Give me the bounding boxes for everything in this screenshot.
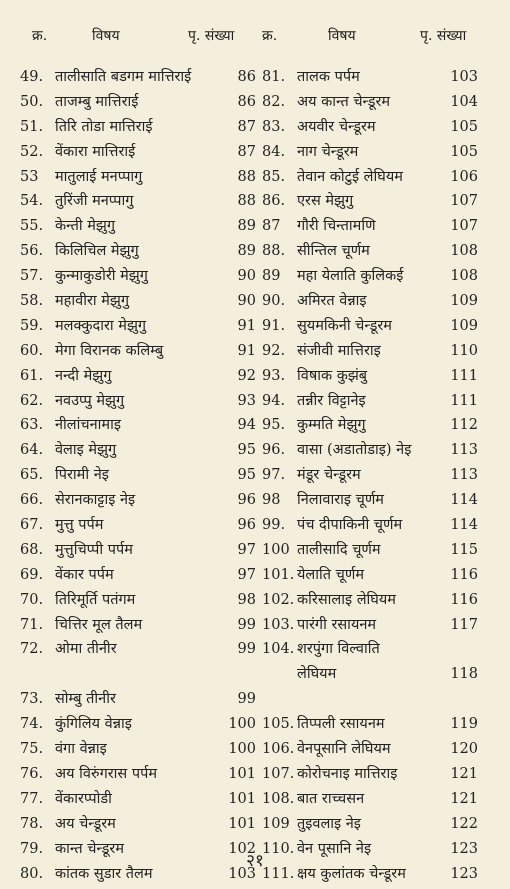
entry-number-right: 90.: [262, 293, 286, 310]
entry-title-right: करिसालाइ लेघियम: [297, 591, 396, 608]
entry-number: 58.: [20, 293, 44, 310]
entry-page: 96: [237, 492, 256, 509]
entry-title: ताजम्बु मात्तिराई: [55, 93, 139, 110]
entry-title-right: अय कान्त चेन्डूरम: [297, 93, 391, 110]
entry-number-right: 100: [262, 541, 290, 558]
table-row: [0, 365, 510, 390]
table-row: [0, 240, 510, 265]
table-row: [0, 564, 510, 589]
column-page-header-right: पृ. संख्या: [420, 28, 467, 44]
entry-number: 59.: [20, 317, 44, 334]
entry-number-right: 98: [262, 492, 281, 509]
entry-title: वेलाइ मेझुगु: [55, 442, 117, 459]
table-row: [0, 614, 510, 639]
entry-number: 77.: [20, 790, 44, 807]
entry-title-right: सुयमकिनी चेन्डूरम: [297, 317, 392, 334]
entry-title-right: पंच दीपाकिनी चूर्णम: [297, 517, 403, 534]
entry-title-right: पारंगी रसायनम: [297, 616, 377, 633]
entry-number: 62.: [20, 392, 44, 409]
column-subject-header: विषय: [92, 28, 120, 44]
entry-number-right: 107.: [262, 765, 295, 782]
entry-page-right: 117: [450, 616, 478, 633]
entry-page: 99: [237, 641, 256, 658]
entry-title: तुरिंजी मनप्पागु: [55, 193, 134, 210]
entry-page: 97: [237, 566, 256, 583]
entry-number-right: 85.: [262, 168, 286, 185]
entry-title: नन्दी मेझुगु: [55, 367, 112, 384]
entry-page: 88: [237, 168, 256, 185]
table-row: [0, 390, 510, 415]
entry-number-right: 109: [262, 815, 290, 832]
entry-title: अय चेन्डूरम: [55, 815, 116, 832]
entry-number-right: 86.: [262, 193, 286, 210]
entry-page-right: 110: [450, 342, 478, 359]
entry-page-right: 116: [450, 566, 478, 583]
entry-number: 52.: [20, 143, 44, 160]
entry-title: मुत्तुचिप्पी पर्पम: [55, 541, 133, 558]
table-row: [0, 290, 510, 315]
entry-page-right: 108: [450, 268, 478, 285]
entry-page: 96: [237, 517, 256, 534]
entry-page: 90: [237, 293, 256, 310]
entry-number: 54.: [20, 193, 44, 210]
entry-number-right: 95.: [262, 417, 286, 434]
entry-page: 87: [237, 118, 256, 135]
table-row: [0, 414, 510, 439]
entry-page: 92: [237, 367, 256, 384]
entry-page: 90: [237, 268, 256, 285]
entry-page: 88: [237, 193, 256, 210]
entry-page: 101: [228, 790, 256, 807]
entry-page: 95: [237, 467, 256, 484]
entry-number-right: 103.: [262, 616, 295, 633]
entry-title: मातुलाई मनप्पागु: [55, 168, 143, 185]
entry-page-right: 106: [450, 168, 478, 185]
entry-number: 69.: [20, 566, 44, 583]
entry-page: 100: [228, 741, 256, 758]
entry-title: तालीसाति बडगम मात्तिराई: [55, 69, 192, 85]
entry-title: नवउप्पु मेझुगु: [55, 392, 125, 409]
entry-title-right: शरपुंगा विल्वाति: [297, 641, 380, 658]
entry-number: 80.: [20, 865, 44, 882]
table-row: [0, 340, 510, 365]
table-row: [0, 788, 510, 813]
entry-number: 75.: [20, 741, 44, 758]
entry-number-right: 83.: [262, 118, 286, 135]
entry-title-right: वासा (अडातोडाइ) नेइ: [297, 442, 412, 459]
entry-page: 91: [237, 317, 256, 334]
entry-number: 64.: [20, 442, 44, 459]
entry-title-right: तन्नीर विट्टानेइ: [297, 392, 366, 409]
entry-page: 98: [237, 591, 256, 608]
entry-number-right: 97.: [262, 467, 286, 484]
entry-title: तिरिमूर्ति पतंगम: [55, 591, 136, 608]
entry-title: सेरानकाट्टाइ नेइ: [55, 492, 136, 509]
entry-number: 57.: [20, 268, 44, 285]
entry-title: ओमा तीनीर: [55, 641, 117, 658]
entry-page-right: 105: [450, 143, 478, 160]
entry-number-right: 84.: [262, 143, 286, 160]
entry-title: मलक्कुदारा मेझुगु: [55, 317, 147, 334]
entry-page-right: 123: [450, 840, 478, 857]
table-row: [0, 439, 510, 464]
entry-title: पिरामी नेइ: [55, 467, 109, 484]
entry-page-right: 116: [450, 591, 478, 608]
entry-title: वेंकार पर्पम: [55, 566, 114, 583]
entry-number: 55.: [20, 218, 44, 235]
entry-title-right: अमिरत वेन्नाइ: [297, 293, 367, 310]
entry-page-right: 118: [450, 666, 478, 683]
entry-number: 78.: [20, 815, 44, 832]
entry-number-right: 94.: [262, 392, 286, 409]
entry-number: 76.: [20, 765, 44, 782]
entry-number-right: 106.: [262, 741, 295, 758]
entry-page: 100: [228, 716, 256, 733]
entry-title-right: तेवान कोटुई लेघियम: [297, 168, 403, 185]
entry-page: 101: [228, 815, 256, 832]
table-row: [0, 539, 510, 564]
column-subject-header-right: विषय: [328, 28, 356, 44]
entry-page-right: 105: [450, 118, 478, 135]
entry-title-right: तालीसादि चूर्णम: [297, 541, 381, 558]
entry-title-right: सीन्तिल चूर्णम: [297, 243, 370, 260]
entry-title-right: नाग चेन्डूरम: [297, 143, 359, 160]
entry-page: 99: [237, 691, 256, 708]
entry-title-right: गौरी चिन्तामणि: [297, 218, 376, 235]
entry-title-right: येलाति चूर्णम: [297, 566, 364, 583]
table-row: [0, 514, 510, 539]
column-page-header: पृ. संख्या: [188, 28, 235, 44]
entry-number: 79.: [20, 840, 44, 857]
table-row: [0, 688, 510, 713]
entry-title: चित्तिर मूल तैलम: [55, 616, 143, 633]
entry-page-right: 121: [450, 790, 478, 807]
entry-title: सोम्बु तीनीर: [55, 691, 116, 708]
entry-number: 67.: [20, 517, 44, 534]
entry-title-right: मंडूर चेन्डूरम: [297, 467, 361, 484]
entry-page: 97: [237, 541, 256, 558]
entry-number: 50.: [20, 93, 44, 110]
entry-number-right: 93.: [262, 367, 286, 384]
entry-number-right: 92.: [262, 342, 286, 359]
entry-page-right: 122: [450, 815, 478, 832]
table-row: [0, 190, 510, 215]
column-number-header: क्र.: [32, 28, 48, 44]
entry-page-right: 111: [450, 392, 478, 409]
entry-number: 68.: [20, 541, 44, 558]
entry-page-right: 104: [450, 93, 478, 110]
entry-page-right: 123: [450, 865, 478, 882]
entry-number: 51.: [20, 118, 44, 135]
entry-title: कुन्माकुडोरी मेझुगु: [55, 268, 148, 285]
entry-number: 73.: [20, 691, 44, 708]
entry-number-right: 91.: [262, 317, 286, 334]
table-row: [0, 141, 510, 166]
entry-number: 70.: [20, 591, 44, 608]
entry-page-right: 107: [450, 218, 478, 235]
entry-number: 66.: [20, 492, 44, 509]
entry-number-right: 89: [262, 268, 281, 285]
table-row: [0, 763, 510, 788]
entry-number: 60.: [20, 342, 44, 359]
entry-number-right: 110.: [262, 840, 295, 857]
entry-page-right: 112: [450, 417, 478, 434]
entry-title: कुंगिलिय वेन्नाइ: [55, 716, 132, 733]
entry-number: 53: [20, 168, 39, 185]
entry-page: 86: [237, 69, 256, 85]
entry-title-right: एरस मेझुगु: [297, 193, 354, 210]
entry-page-right: 113: [450, 467, 478, 484]
entry-number-right: 81.: [262, 69, 286, 85]
entry-page: 87: [237, 143, 256, 160]
entry-page-right: 121: [450, 765, 478, 782]
table-row: [0, 663, 510, 688]
entry-page: 86: [237, 93, 256, 110]
entry-page-right: 113: [450, 442, 478, 459]
entry-title: मेगा विरानक कलिम्बु: [55, 342, 164, 359]
entry-title: अय विरुंगरास पर्पम: [55, 765, 157, 782]
entry-page-right: 115: [450, 541, 478, 558]
entry-number-right: 82.: [262, 93, 286, 110]
entry-title-right: संजीवी मात्तिराइ: [297, 342, 381, 359]
entry-page: 99: [237, 616, 256, 633]
entry-page: 95: [237, 442, 256, 459]
entry-number-right: 102.: [262, 591, 295, 608]
entry-page-right: 111: [450, 367, 478, 384]
entry-page: 102: [228, 840, 256, 857]
entry-title-right: विषाक कुझंबु: [297, 367, 368, 384]
entry-number: 61.: [20, 367, 44, 384]
entry-page-right: 107: [450, 193, 478, 210]
entry-number-right: 101.: [262, 566, 295, 583]
entry-title: कान्त चेन्डूरम: [55, 840, 124, 857]
entry-number-right: 99.: [262, 517, 286, 534]
entry-number: 65.: [20, 467, 44, 484]
table-row: [0, 738, 510, 763]
entry-title: केन्ती मेझुगु: [55, 218, 116, 235]
page-number: २१: [246, 851, 264, 871]
entry-number: 49.: [20, 69, 44, 85]
table-row: [0, 66, 510, 91]
entry-page-right: 109: [450, 293, 478, 310]
table-row: [0, 464, 510, 489]
entry-page-right: 103: [450, 69, 478, 85]
entry-page-right: 114: [450, 492, 478, 509]
entry-title-right: अयवीर चेन्डूरम: [297, 118, 376, 135]
entry-title: वेंकारप्पोडी: [55, 790, 112, 807]
entry-page-right: 108: [450, 243, 478, 260]
table-row: [0, 638, 510, 663]
table-row: [0, 813, 510, 838]
entry-number-right: 104.: [262, 641, 295, 658]
table-row: [0, 589, 510, 614]
entry-title-right: बात राच्चसन: [297, 790, 365, 807]
entry-title-right: महा येलाति कुलिकई: [297, 268, 404, 285]
entry-title: मुत्तु पर्पम: [55, 517, 104, 534]
entry-title-right: वेन पूसानि नेइ: [297, 840, 372, 857]
entry-page: 94: [237, 417, 256, 434]
entry-title-right: निलावाराइ चूर्णम: [297, 492, 384, 509]
entry-title-right: तालक पर्पम: [297, 69, 360, 85]
table-row: [0, 166, 510, 191]
entry-number: 71.: [20, 616, 44, 633]
entry-title-right: क्षय कुलांतक चेन्डूरम: [297, 865, 406, 882]
table-row: [0, 215, 510, 240]
entry-title-right: तिप्पली रसायनम: [297, 716, 385, 733]
entry-title: नीलांचनामाइ: [55, 417, 121, 434]
entry-number-right: 105.: [262, 716, 295, 733]
entry-page: 93: [237, 392, 256, 409]
entry-number: 56.: [20, 243, 44, 260]
table-header: [0, 26, 510, 50]
entry-number-right: 87: [262, 218, 281, 235]
entry-title: महावीरा मेझुगु: [55, 293, 130, 310]
entry-page: 89: [237, 218, 256, 235]
entry-title-right: तुइवलाइ नेइ: [297, 815, 361, 832]
entry-number: 74.: [20, 716, 44, 733]
entry-page-right: 114: [450, 517, 478, 534]
table-row: [0, 489, 510, 514]
table-row: [0, 91, 510, 116]
entry-number: 63.: [20, 417, 44, 434]
entry-number-right: 108.: [262, 790, 295, 807]
entry-number: 72.: [20, 641, 44, 658]
index-table: [0, 66, 510, 887]
entry-title: किलिचिल मेझुगु: [55, 243, 139, 260]
entry-page: 103: [228, 865, 256, 882]
entry-number-right: 96.: [262, 442, 286, 459]
entry-page-right: 109: [450, 317, 478, 334]
entry-title-right: कोरोचनाइ मात्तिराइ: [297, 765, 398, 782]
entry-title: वंगा वेन्नाइ: [55, 741, 107, 758]
entry-title: तिरि तोडा मात्तिराई: [55, 118, 153, 135]
entry-title-right: कुम्मति मेझुगु: [297, 417, 366, 434]
entry-page-right: 120: [450, 741, 478, 758]
table-row: [0, 315, 510, 340]
entry-title-right: लेघियम: [297, 666, 337, 683]
entry-title-right: वेनपूसानि लेघियम: [297, 741, 391, 758]
entry-page-right: 119: [450, 716, 478, 733]
table-row: [0, 116, 510, 141]
entry-page: 101: [228, 765, 256, 782]
entry-title: कांतक सुडार तैलम: [55, 865, 153, 882]
entry-number-right: 111.: [262, 865, 295, 882]
entry-page: 89: [237, 243, 256, 260]
table-row: [0, 713, 510, 738]
entry-page: 91: [237, 342, 256, 359]
table-row: [0, 265, 510, 290]
entry-number-right: 88.: [262, 243, 286, 260]
entry-title: वेंकारा मात्तिराई: [55, 143, 136, 160]
column-number-header-right: क्र.: [262, 28, 278, 44]
